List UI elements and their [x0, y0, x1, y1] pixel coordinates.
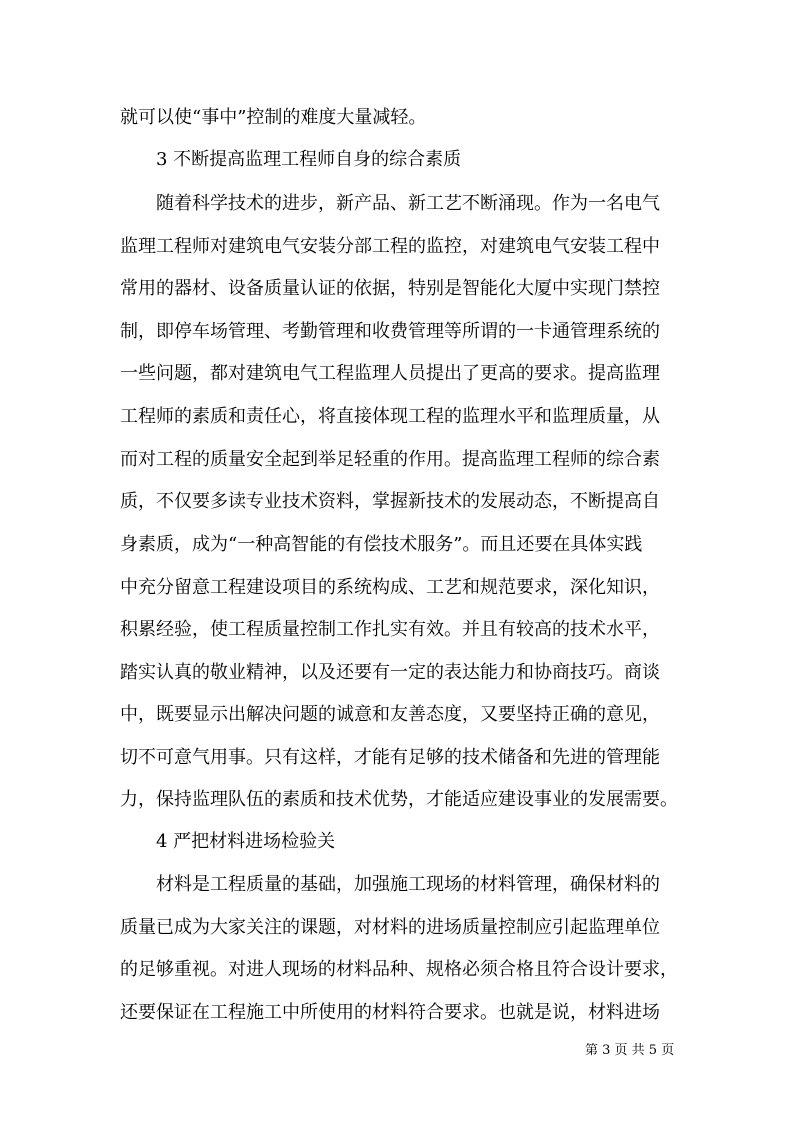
- text-line: 而对工程的质量安全起到举足轻重的作用。提高监理工程师的综合素: [120, 449, 660, 470]
- text-line: 中充分留意工程建设项目的系统构成、工艺和规范要求，深化知识，: [120, 577, 660, 598]
- text-line: 切不可意气用事。只有这样，才能有足够的技术储备和先进的管理能: [120, 747, 660, 768]
- text-line: 工程师的素质和责任心，将直接体现工程的监理水平和监理质量，从: [120, 406, 660, 427]
- text-line: 制，即停车场管理、考勤管理和收费管理等所谓的一卡通管理系统的: [120, 321, 660, 342]
- text-line: 材料是工程质量的基础，加强施工现场的材料管理，确保材料的: [156, 874, 660, 895]
- text-line: 身素质，成为“一种高智能的有偿技术服务”。而且还要在具体实践: [120, 534, 643, 555]
- text-line: 一些问题，都对建筑电气工程监理人员提出了更高的要求。提高监理: [120, 363, 660, 384]
- section-heading: 4 严把材料进场检验关: [156, 831, 336, 852]
- text-line: 中，既要显示出解决问题的诚意和友善态度，又要坚持正确的意见，: [120, 704, 660, 725]
- text-line: 随着科学技术的进步，新产品、新工艺不断涌现。作为一名电气: [156, 193, 660, 214]
- text-line: 质，不仅要多读专业技术资料，掌握新技术的发展动态，不断提高自: [120, 491, 660, 512]
- section-heading: 3 不断提高监理工程师自身的综合素质: [156, 149, 462, 170]
- text-line: 积累经验，使工程质量控制工作扎实有效。并且有较高的技术水平，: [120, 619, 660, 640]
- text-line: 还要保证在工程施工中所使用的材料符合要求。也就是说，材料进场: [120, 1002, 660, 1023]
- text-line: 质量已成为大家关注的课题，对材料的进场质量控制应引起监理单位: [120, 917, 660, 938]
- page-number: 第 3 页 共 5 页: [585, 1043, 675, 1058]
- text-line: 力，保持监理队伍的素质和技术优势，才能适应建设事业的发展需要。: [120, 789, 678, 810]
- text-line: 监理工程师对建筑电气安装分部工程的监控，对建筑电气安装工程中: [120, 236, 660, 257]
- text-line: 就可以使“事中”控制的难度大量减轻。: [120, 107, 427, 128]
- text-line: 踏实认真的敬业精神，以及还要有一定的表达能力和协商技巧。商谈: [120, 662, 660, 683]
- text-line: 常用的器材、设备质量认证的依据，特别是智能化大厦中实现门禁控: [120, 278, 660, 299]
- text-line: 的足够重视。对进人现场的材料品种、规格必须合格且符合设计要求，: [120, 959, 678, 980]
